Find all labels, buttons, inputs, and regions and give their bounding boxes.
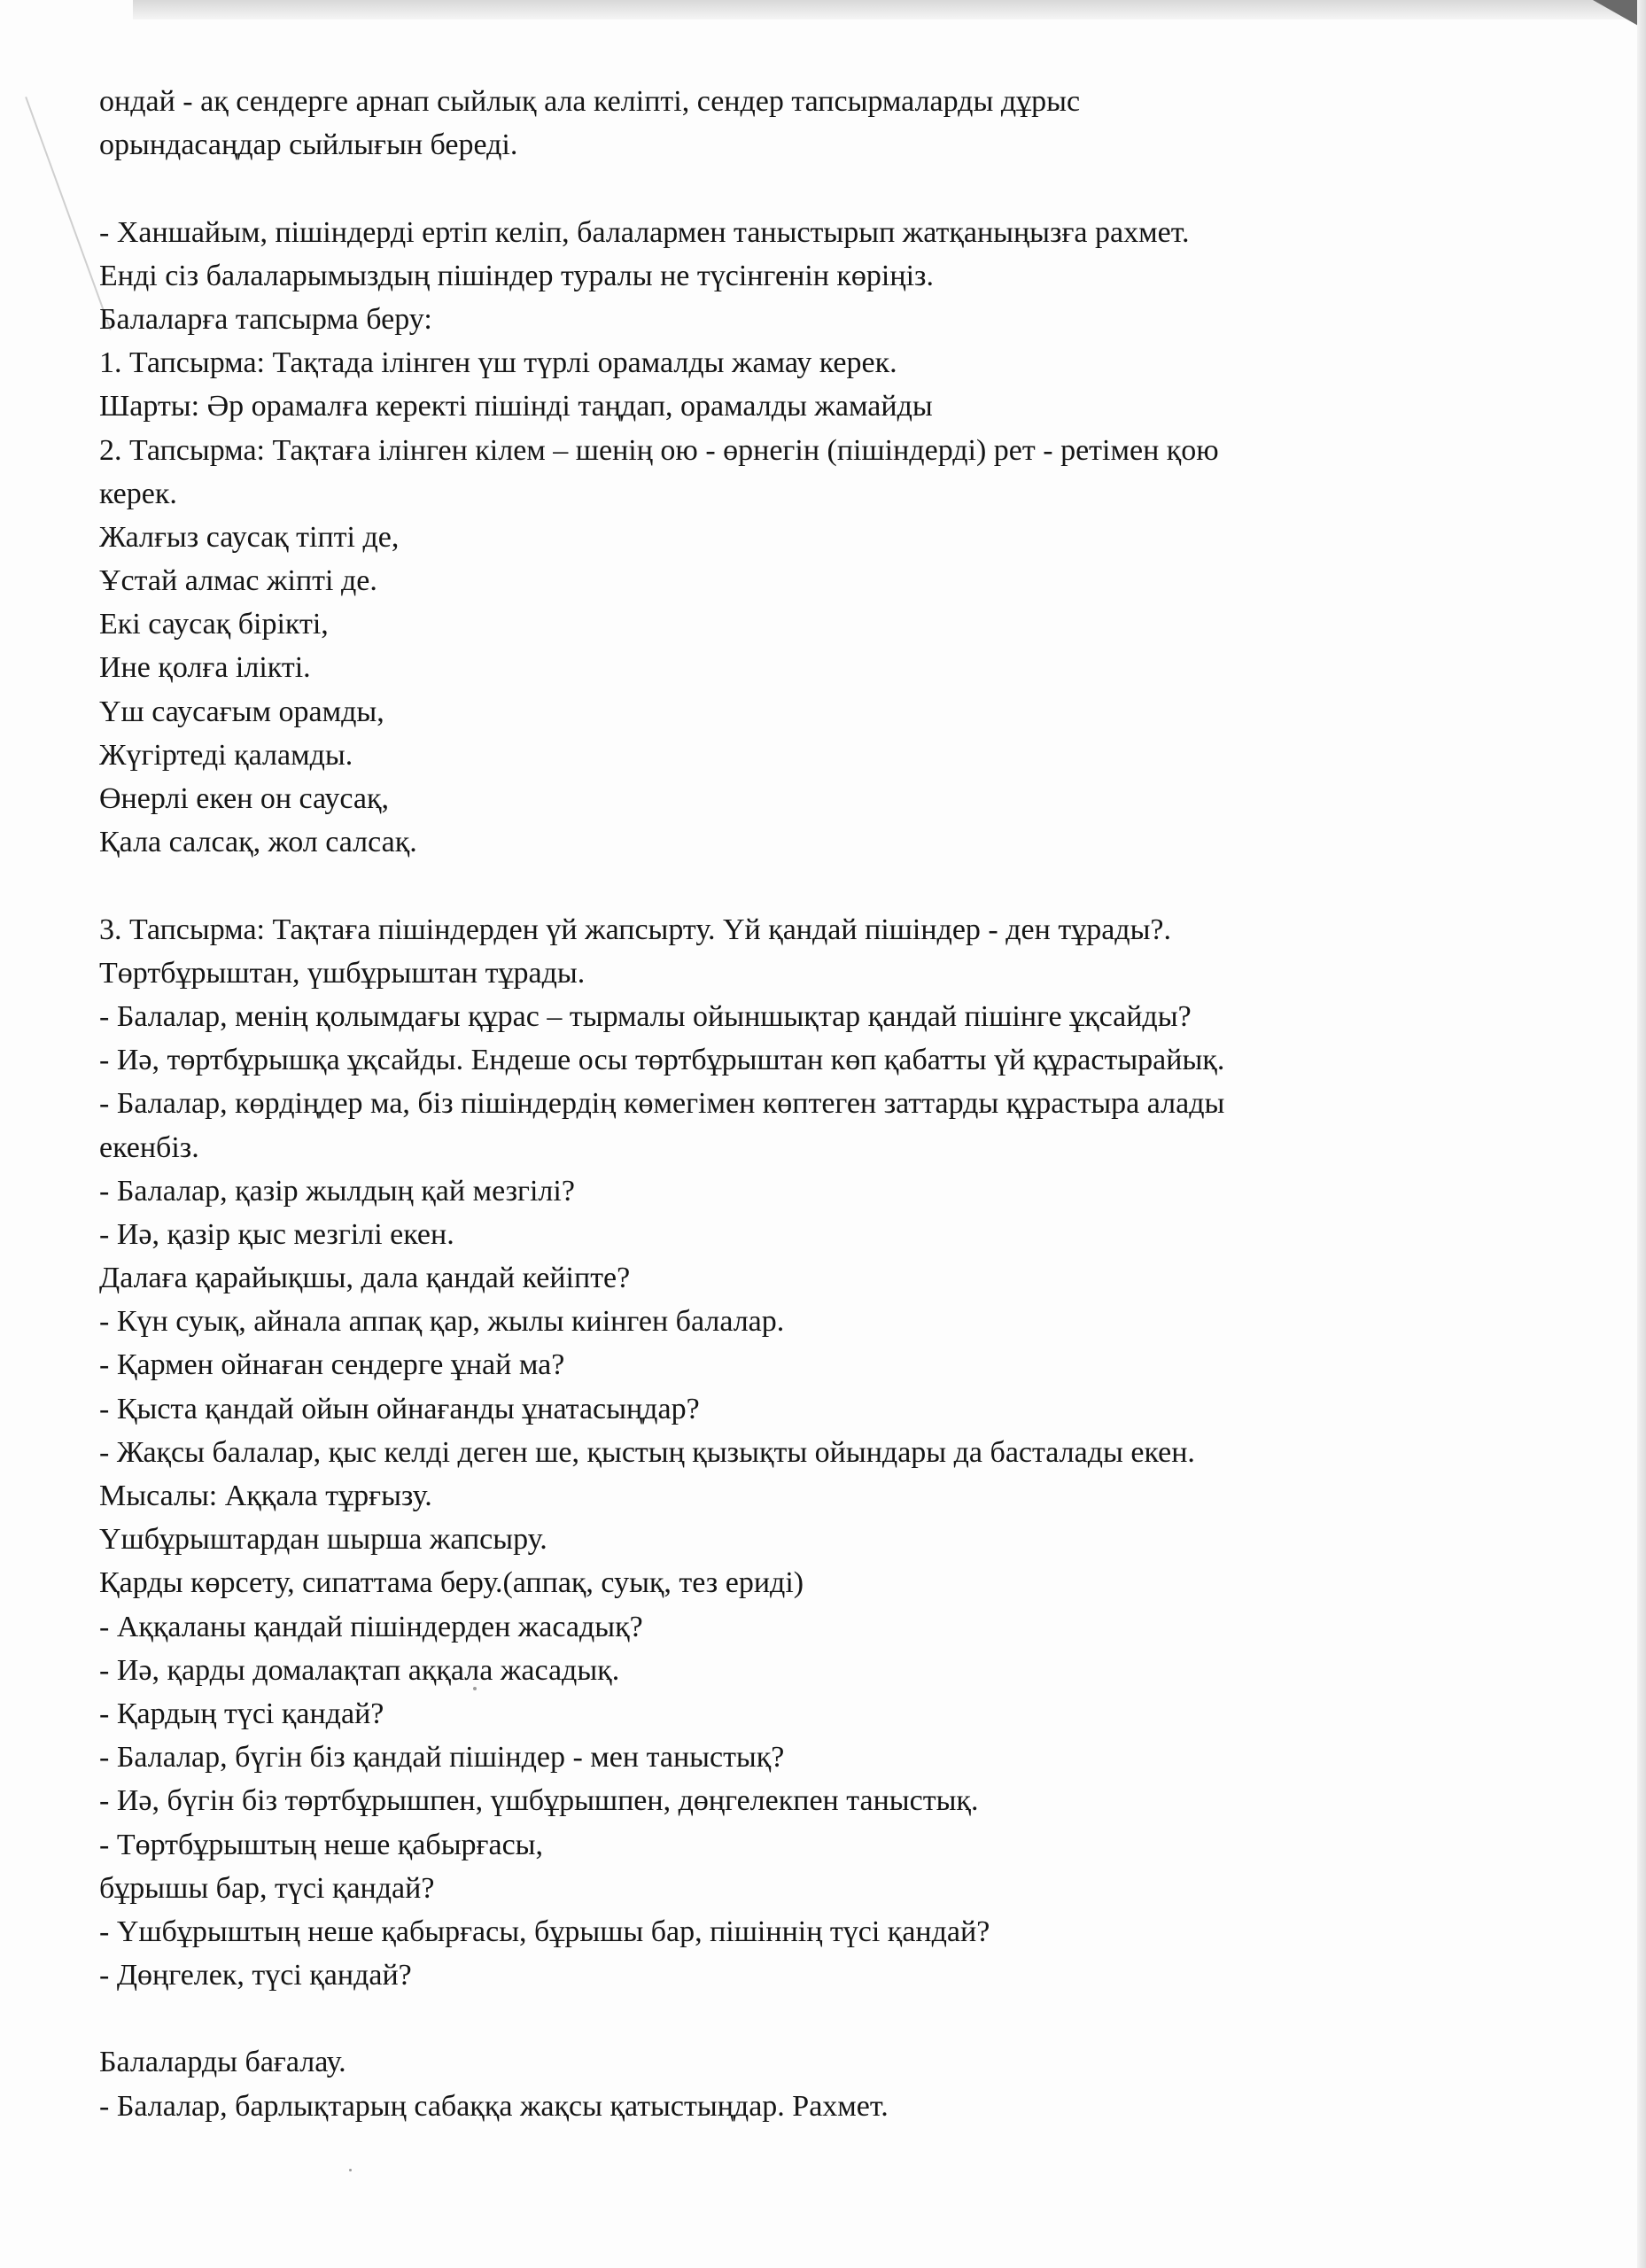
blank-line: [99, 864, 1552, 907]
text-line: - Иә, бүгін біз төртбұрышпен, үшбұрышпен, дөңгелекпен таныстық.: [99, 1784, 979, 1818]
text-line: - Балалар, менің қолымдағы құрас – тырмалы ойыншықтар қандай пішінге ұқсайды?: [99, 999, 1192, 1033]
text-line: Балаларға тапсырма беру:: [99, 302, 432, 336]
text-line: - Дөңгелек, түсі қандай?: [99, 1959, 412, 1992]
text-line: орындасаңдар сыйлығын береді.: [99, 128, 518, 162]
scan-top-shadow: [133, 0, 1646, 19]
text-line: ондай - ақ сендерге арнап сыйлық ала келіпті, сендер тапсырмаларды дұрыс: [99, 85, 1081, 118]
text-line: Төртбұрыштан, үшбұрыштан тұрады.: [99, 956, 586, 990]
text-line: - Аққаланы қандай пішіндерден жасадық?: [99, 1610, 643, 1643]
text-line: екенбіз.: [99, 1130, 199, 1164]
text-line: - Балалар, бүгін біз қандай пішіндер - мен таныстық?: [99, 1741, 785, 1775]
text-line: Далаға қарайықшы, дала қандай кейіпте?: [99, 1262, 631, 1295]
poem-line: Жалғыз саусақ тіпті де,: [99, 520, 400, 554]
text-line: - Күн суық, айнала аппақ қар, жылы киінген балалар.: [99, 1305, 785, 1339]
poem-line: Қала салсақ, жол салсақ.: [99, 826, 417, 859]
text-line: 2. Тапсырма: Тақтаға ілінген кілем – шенің ою - өрнегін (пішіндерді) рет - ретімен қою: [99, 433, 1219, 467]
text-line: 3. Тапсырма: Тақтаға пішіндерден үй жапсырту. Үй қандай пішіндер - ден тұрады?.: [99, 913, 1172, 946]
text-line: 1. Тапсырма: Тақтада ілінген үш түрлі орамалды жамау керек.: [99, 346, 897, 380]
text-line: - Балалар, барлықтарың сабаққа жақсы қатыстыңдар. Рахмет.: [99, 2089, 889, 2123]
document-body: [99, 80, 1552, 2128]
text-line: - Иә, төртбұрышқа ұқсайды. Ендеше осы төртбұрыштан көп қабатты үй құрастырайық.: [99, 1044, 1225, 1077]
poem-line: Үш саусағым орамды,: [99, 695, 384, 728]
text-line: керек.: [99, 477, 177, 510]
scan-right-edge: [1637, 0, 1646, 2268]
text-line: - Қардың түсі қандай?: [99, 1697, 384, 1730]
poem-line: Жүгіртеді қаламды.: [99, 738, 353, 772]
poem-line: Ұстай алмас жіпті де.: [99, 564, 377, 598]
text-line: - Ханшайым, пішіндерді ертіп келіп, балалармен таныстырып жатқаныңызға рахмет.: [99, 215, 1190, 249]
text-line: Үшбұрыштардан шырша жапсыру.: [99, 1523, 547, 1557]
text-line: - Иә, қазір қыс мезгілі екен.: [99, 1217, 454, 1251]
text-line: - Қыста қандай ойын ойнағанды ұнатасыңдар?: [99, 1392, 700, 1425]
blank-line: [99, 167, 1552, 210]
fold-crease: [0, 97, 112, 339]
text-line: Енді сіз балаларымыздың пішіндер туралы не түсінгенін көріңіз.: [99, 259, 934, 292]
text-line: Мысалы: Аққала тұрғызу.: [99, 1480, 432, 1512]
text-line: Қарды көрсету, сипаттама беру.(аппақ, суық, тез ериді): [99, 1566, 804, 1600]
text-line: Балаларды бағалау.: [99, 2046, 346, 2079]
blank-line: [99, 1997, 1552, 2040]
text-line: - Төртбұрыштың неше қабырғасы,: [99, 1828, 544, 1861]
poem-line: Ине қолға ілікті.: [99, 651, 311, 685]
text-line: - Үшбұрыштың неше қабырғасы, бұрышы бар, пішіннің түсі қандай?: [99, 1915, 990, 1948]
text-line: - Иә, қарды домалақтап аққала жасадық.: [99, 1653, 620, 1687]
scan-speck: [473, 1687, 477, 1690]
text-line: - Жақсы балалар, қыс келді деген ше, қыстың қызықты ойындары да басталады екен.: [99, 1435, 1195, 1469]
poem-line: Өнерлі екен он саусақ,: [99, 782, 390, 815]
text-line: - Балалар, қазір жылдың қай мезгілі?: [99, 1174, 575, 1208]
poem-line: Екі саусақ бірікті,: [99, 608, 329, 641]
text-line: Шарты: Әр орамалға керекті пішінді таңдап, орамалды жамайды: [99, 390, 933, 423]
scan-speck: [349, 2169, 352, 2171]
text-line: бұрышы бар, түсі қандай?: [99, 1871, 435, 1905]
text-line: - Балалар, көрдіңдер ма, біз пішіндердің көмегімен көптеген заттарды құрастыра алады: [99, 1087, 1225, 1121]
text-line: - Қармен ойнаған сендерге ұнай ма?: [99, 1348, 565, 1382]
